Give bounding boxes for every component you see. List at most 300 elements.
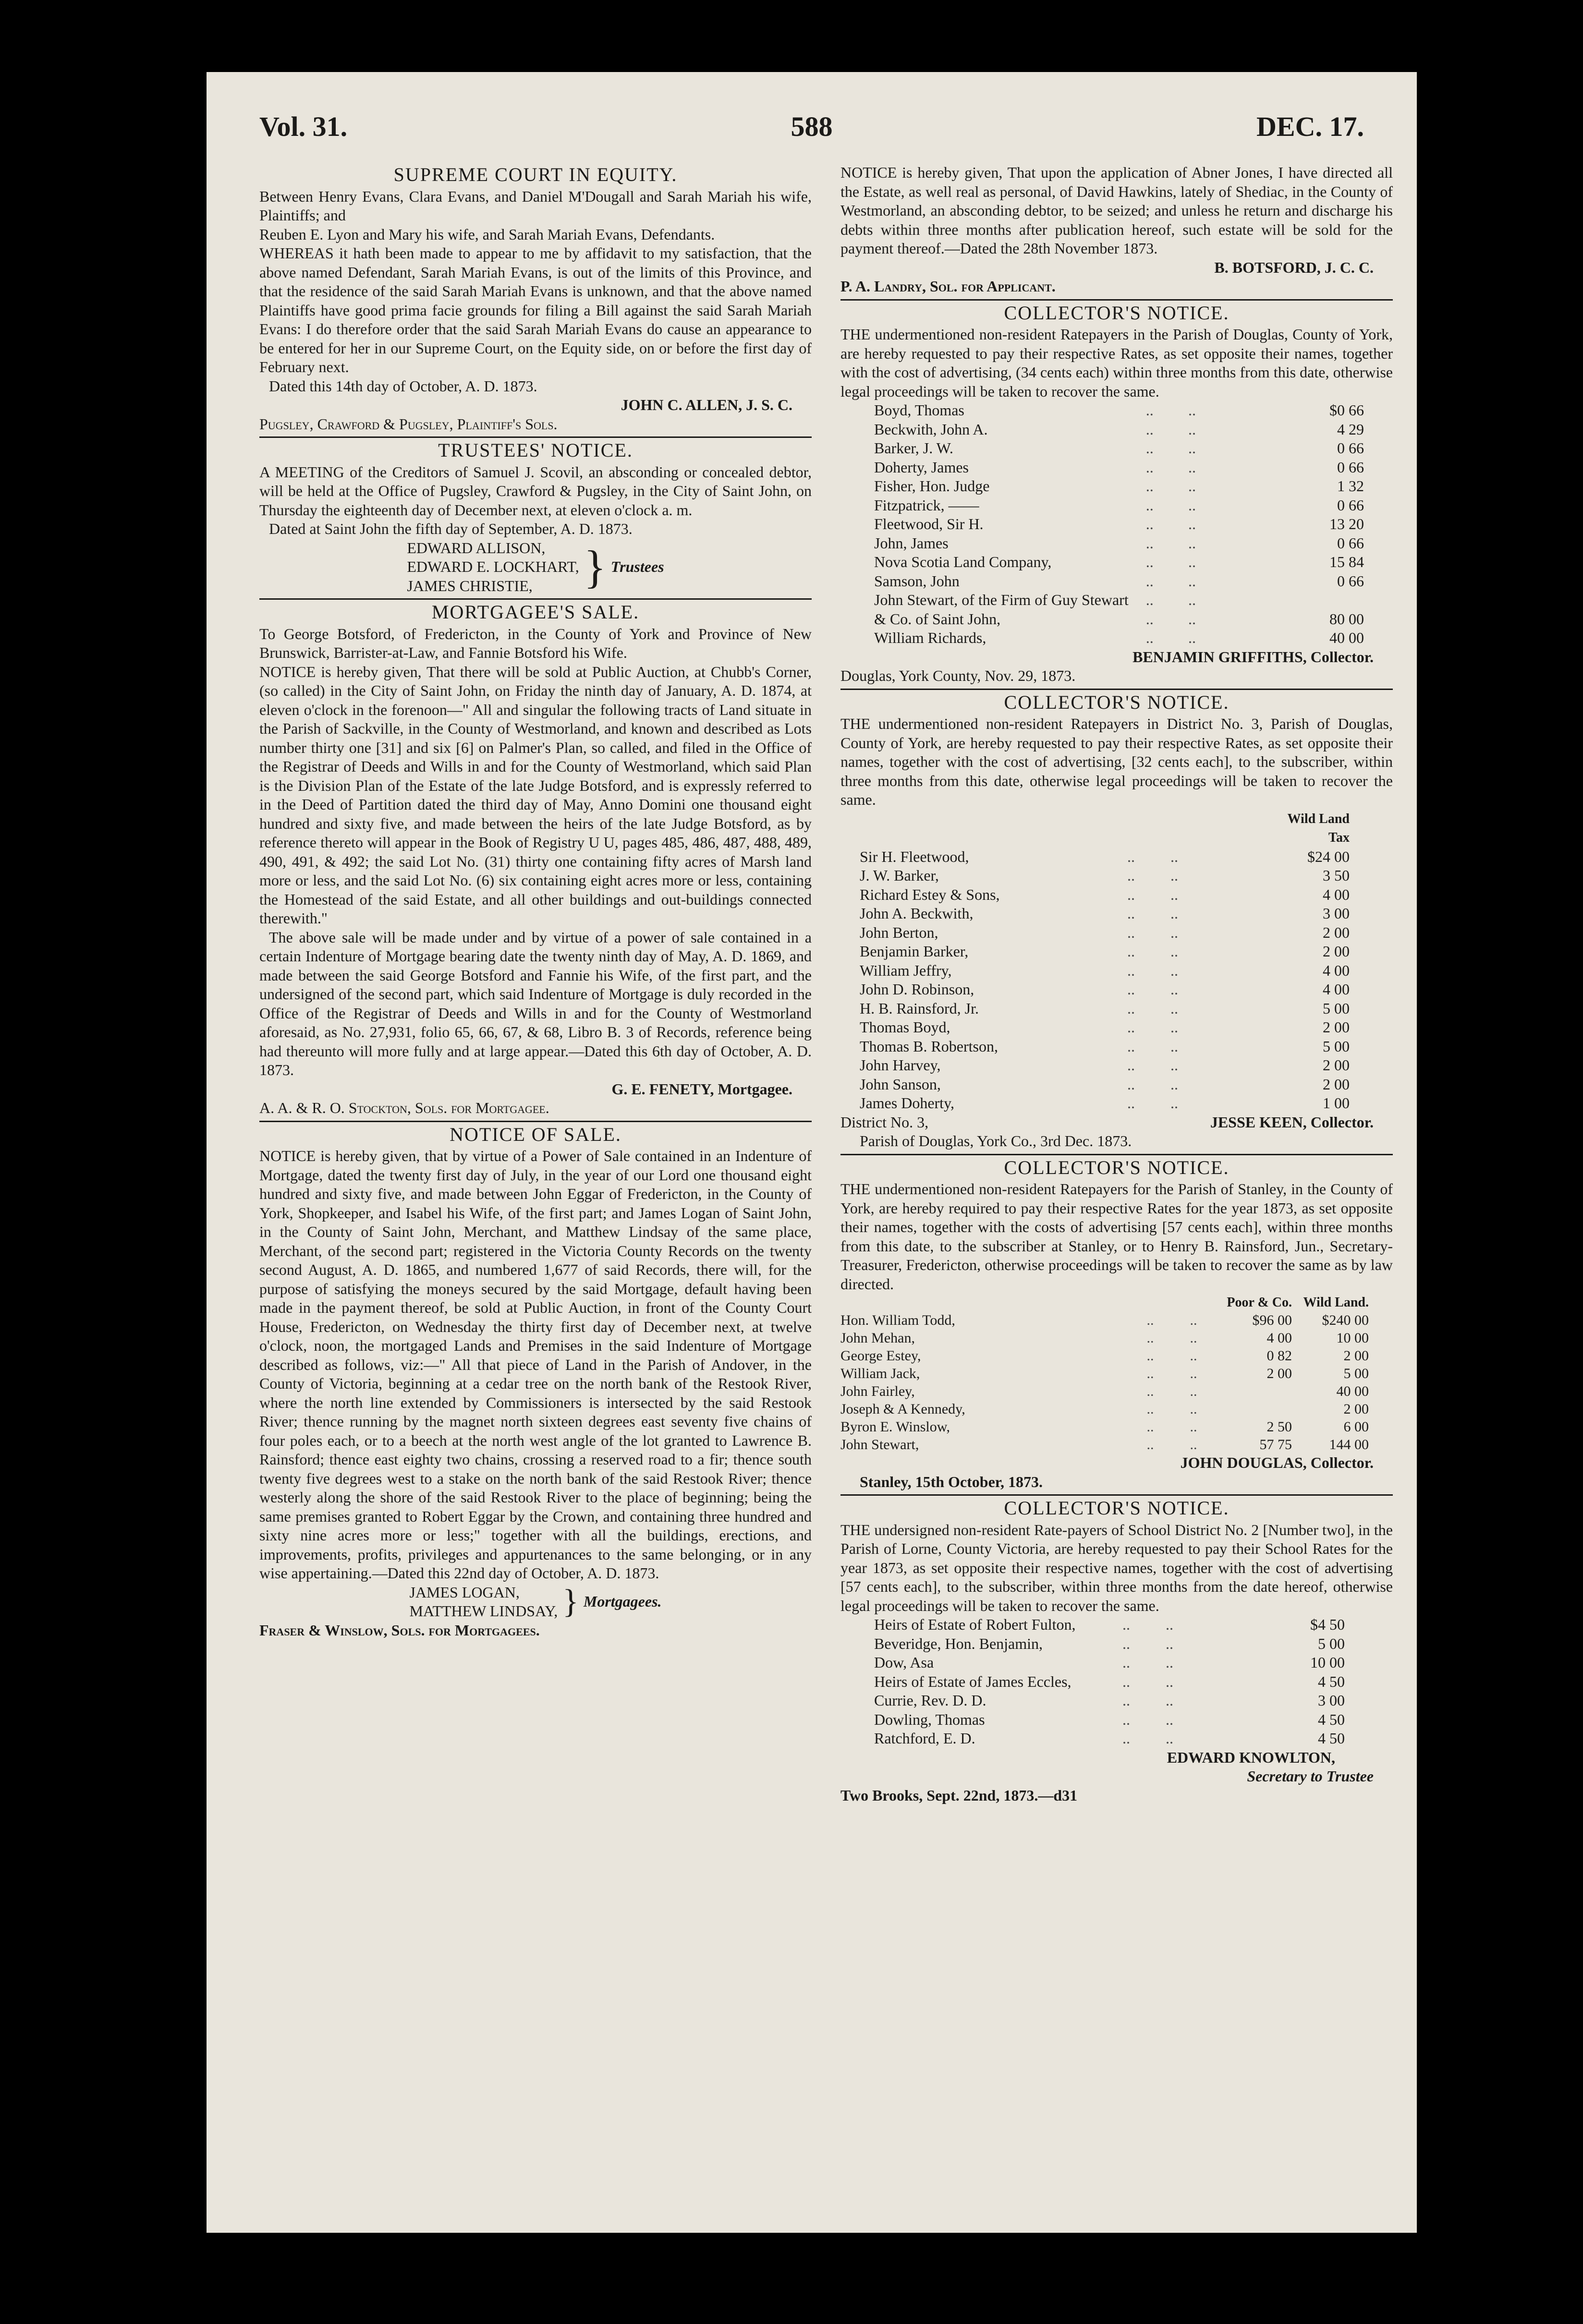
rate-amount: [1196, 980, 1273, 999]
rate-amount: 0 66: [1337, 439, 1364, 457]
ratepayer-name: Currie, Rev. D. D.: [874, 1692, 986, 1709]
leader-dots: ..: [1190, 1401, 1197, 1417]
issue-date: DEC. 17.: [1256, 111, 1364, 142]
rate-amount: [1191, 1634, 1268, 1654]
rate-amount: [1196, 1037, 1273, 1056]
leader-dots: ..: [1146, 1312, 1154, 1328]
rate-amount: 40 00: [1336, 1383, 1369, 1399]
notice-title: MORTGAGEE'S SALE.: [431, 601, 640, 623]
mortgagee-name: JAMES LOGAN,: [409, 1583, 520, 1601]
rate-amount: [1213, 572, 1288, 591]
ratepayer-name: George Estey,: [840, 1348, 921, 1364]
rate-amount: 4 00: [1323, 980, 1350, 998]
rate-amount: 2 00: [1323, 1056, 1350, 1074]
ratepayer-name: John Stewart, of the Firm of Guy Stewart: [874, 591, 1129, 608]
district-label: District No. 3,: [840, 1113, 929, 1131]
leader-dots: ..: [1145, 420, 1154, 438]
ratepayer-name: Doherty, James: [874, 458, 969, 476]
notice-body: THE undermentioned non-resident Ratepayers for the Parish of Stanley, in the County of York, are hereby required to pay their respective Rates for the year 1873, as set opposite their names, together with the costs of advertising [57 cents each], within three months from this date, to the subscriber at Stanley, or to Henry B. Rainsford, Jun., Secretary-Treasurer, Fredericton, otherwise proceedings will be taken to recover the same as by law directed.: [840, 1180, 1393, 1293]
leader-dots: ..: [1188, 401, 1196, 419]
leader-dots: ..: [1170, 905, 1178, 922]
rate-amount: 0 82: [1266, 1348, 1292, 1364]
notice-body: NOTICE is hereby given, That there will be sold at Public Auction, at Chubb's Corner, (so called) in the City of Saint John, on Friday the ninth day of January, A. D. 1874, at eleven o'clock in the forenoon—" All and singular the following tracts of Land situate in the Parish of Sackville, in the County of Westmorland, and known and described as Lots number thirty one [31] and six [6] on Palmer's Plan, so called, and filed in the Office of the Registrar of Deeds and Wills in and for the County of Westmorland, which said Plan is the Division Plan of the Estate of the late Judge Botsford, and is expressly referred to in the Deed of Partition dated the third day of May, Anno Domini one thousand eight hundred and sixty five, and made between the heirs of the late Judge Botsford, as by reference thereto will appear in the Book of Registry U U, pages 485, 486, 487, 488, 489, 490, 491, & 492; the said Lot No. (31) thirty one containing fifty acres of Marsh land more or less, and the said Lot No. (6) six containing eight acres more or less, containing the Homestead of the said Estate, and all other buildings and out-buildings connected therewith.": [259, 663, 812, 927]
rate-amount: [1288, 591, 1364, 610]
place-date: Parish of Douglas, York Co., 3rd Dec. 1873.: [860, 1132, 1132, 1150]
notice-body: NOTICE is hereby given, that by virtue of a Power of Sale contained in an Indenture of Mortgage, dated the twenty first day of July, in the year of our Lord one thousand eight hundred and sixty five, and made between John Eggar of Fredericton, in the County of York, Shopkeeper, and Isabel his Wife, of the first part; and James Logan of Saint John, in the County of Saint John, Merchant, and Matthew Lindsay of the same place, Merchant, of the second part; registered in the Victoria County Records on the twenty second August, A. D. 1865, and numbered 1,677 of said Records, there will, for the purpose of satisfying the moneys secured by the said Mortgage, default having been made in the payment thereof, be sold at Public Auction, in front of the County Court House, Fredericton, on Wednesday the thirty first day of December next, at twelve o'clock, noon, the mortgaged Lands and Premises in the said Indenture of Mortgage described as follows, viz:—" All that piece of Land in the Parish of Andover, in the County of Victoria, beginning at a cedar tree on the north bank of the Restook River, where the north line extended by Commissioners is intersected by the said Restook River; thence running by the magnet north sixteen degrees east seventy five chains of four poles each, or to a beech at the north west angle of the lot granted to Lawrence B. Rainsford; thence east eighty two chains, crossing a reserved road to a fir; thence south twenty five degrees west to a stake on the north bank of the said Restook River; thence westerly along the shore of the said Restook River to the place of beginning; being the same premises granted to Robert Eggar by the Crown, and containing three hundred and sixty nine acres more or less;" together with all the buildings, erections, and improvements, profits, privileges and appurtenances to the same belonging, or in any wise appertaining.—Dated this 22nd day of October, A. D. 1873.: [259, 1147, 812, 1582]
rate-amount: [1213, 515, 1288, 534]
leader-dots: ..: [1127, 847, 1135, 865]
trustee-signatures: [259, 539, 812, 596]
leader-dots: ..: [1170, 1094, 1178, 1112]
absconding-debtor-notice: [840, 163, 1393, 296]
leader-dots: ..: [1127, 1037, 1135, 1055]
solicitors: Fraser & Winslow, Sols. for Mortgagees.: [259, 1621, 540, 1639]
leader-dots: ..: [1127, 943, 1135, 960]
rate-amount: [1191, 1672, 1268, 1692]
leader-dots: ..: [1145, 572, 1154, 590]
notice-title: TRUSTEES' NOTICE.: [438, 439, 633, 461]
ratepayer-name: Boyd, Thomas: [874, 401, 964, 419]
leader-dots: ..: [1166, 1672, 1173, 1690]
rate-amount: [1196, 847, 1273, 867]
rate-amount: 0 66: [1337, 496, 1364, 514]
signature: JOHN DOUGLAS, Collector.: [1180, 1454, 1374, 1471]
leader-dots: ..: [1190, 1383, 1197, 1399]
rate-row: [874, 1634, 1345, 1654]
rate-row: [874, 1729, 1345, 1748]
page-number: 588: [791, 111, 833, 142]
rate-amount: [1196, 999, 1273, 1018]
leader-dots: ..: [1170, 1075, 1178, 1093]
rate-amount: 4 00: [1323, 885, 1350, 903]
leader-dots: ..: [1190, 1348, 1197, 1364]
rate-amount: 2 00: [1343, 1348, 1369, 1364]
leader-dots: ..: [1145, 534, 1154, 552]
rate-row: [860, 866, 1350, 885]
leader-dots: ..: [1127, 1094, 1135, 1112]
column-header: Wild Land.: [1303, 1295, 1369, 1310]
rate-row: [840, 1436, 1369, 1453]
leader-dots: ..: [1188, 458, 1196, 476]
rate-amount: [1213, 439, 1288, 458]
rate-row: [860, 1075, 1350, 1094]
notice-body: WHEREAS it hath been made to appear to me by affidavit to my satisfaction, that the above named Defendant, Sarah Mariah Evans, is out of the limits of this Province, and that the residence of the said Sarah Mariah Evans is unknown, and that the above named Plaintiffs have good prima facie grounds for filing a Bill against the said Sarah Mariah Evans: I do therefore order that the said Sarah Mariah Evans do cause an appearance to be entered for her in our Supreme Court, on the Equity side, on or before the first day of February next.: [259, 244, 812, 375]
rate-amount: [1191, 1615, 1268, 1634]
leader-dots: ..: [1188, 477, 1196, 495]
rate-amount: 2 00: [1323, 923, 1350, 941]
rate-amount: [1213, 553, 1288, 572]
signature: JOHN C. ALLEN, J. S. C.: [621, 396, 792, 413]
rate-row: [874, 477, 1364, 496]
leader-dots: ..: [1145, 458, 1154, 476]
rate-amount: 2 00: [1266, 1366, 1292, 1381]
party-line: Between Henry Evans, Clara Evans, and Daniel M'Dougall and Sarah Mariah his wife, Plaintiffs; and: [259, 187, 812, 224]
rate-amount: 2 50: [1266, 1419, 1292, 1435]
leader-dots: ..: [1188, 439, 1196, 457]
leader-dots: ..: [1166, 1692, 1173, 1709]
rate-amount: 1 32: [1337, 477, 1364, 495]
leader-dots: ..: [1122, 1654, 1130, 1671]
rate-amount: 10 00: [1336, 1330, 1369, 1346]
ratepayer-name: Thomas Boyd,: [860, 1018, 950, 1036]
leader-dots: ..: [1127, 1075, 1135, 1093]
ratepayer-name: Richard Estey & Sons,: [860, 885, 1000, 903]
rate-amount: [1213, 477, 1288, 496]
rate-amount: $96 00: [1252, 1312, 1292, 1328]
rate-row: [840, 1418, 1369, 1436]
ratepayer-name: John Stewart,: [840, 1437, 919, 1452]
ratepayer-name: Byron E. Winslow,: [840, 1419, 950, 1435]
leader-dots: ..: [1166, 1634, 1173, 1652]
rate-amount: 3 00: [1323, 905, 1350, 922]
rate-row: [874, 1615, 1345, 1634]
trustees-notice: [259, 441, 812, 595]
ratepayer-name: James Doherty,: [860, 1094, 954, 1112]
rate-row: [840, 1347, 1369, 1365]
leader-dots: ..: [1127, 961, 1135, 979]
ratepayer-name: Fitzpatrick, ——: [874, 496, 979, 514]
rate-row: [874, 1710, 1345, 1730]
rate-row: [860, 847, 1350, 867]
divider: [259, 598, 812, 600]
rate-amount: $4 50: [1310, 1616, 1345, 1633]
volume-number: Vol. 31.: [259, 111, 348, 142]
rate-amount: [1213, 496, 1288, 515]
rate-amount: 57 75: [1259, 1437, 1292, 1452]
rate-amount: [1213, 629, 1288, 648]
notice-title: COLLECTOR'S NOTICE.: [1004, 691, 1230, 713]
leader-dots: ..: [1170, 961, 1178, 979]
notice-body: THE undermentioned non-resident Ratepayers in the Parish of Douglas, County of York, are hereby requested to pay their respective Rates, as set opposite their names, together with the cost of advertising, (34 cents each) within three months from this date, otherwise legal proceedings will be taken to recover the same.: [840, 326, 1393, 400]
divider: [840, 1154, 1393, 1155]
leader-dots: ..: [1170, 1037, 1178, 1055]
rate-amount: [1191, 1729, 1268, 1748]
rate-row: [860, 1094, 1350, 1113]
ratepayer-name: J. W. Barker,: [860, 867, 939, 884]
rate-amount: 5 00: [1323, 1037, 1350, 1055]
signature: BENJAMIN GRIFFITHS, Collector.: [1132, 648, 1374, 666]
leader-dots: ..: [1170, 1056, 1178, 1074]
rate-amount: [1196, 1094, 1273, 1113]
leader-dots: ..: [1145, 591, 1154, 608]
rate-amount: 4 29: [1337, 420, 1364, 438]
rate-row: [860, 942, 1350, 961]
rate-amount: [1196, 1075, 1273, 1094]
rate-row: [840, 1329, 1369, 1347]
signature: B. BOTSFORD, J. C. C.: [1214, 258, 1374, 276]
rate-amount: 6 00: [1343, 1419, 1369, 1435]
leader-dots: ..: [1146, 1437, 1154, 1452]
rate-amount: 40 00: [1329, 629, 1364, 646]
ratepayer-name: John D. Robinson,: [860, 980, 974, 998]
place-date: Douglas, York County, Nov. 29, 1873.: [840, 667, 1076, 684]
rate-amount: 2 00: [1343, 1401, 1369, 1417]
page-header: [259, 110, 1364, 149]
leader-dots: ..: [1188, 496, 1196, 514]
leader-dots: ..: [1190, 1419, 1197, 1435]
rate-amount: 4 50: [1318, 1710, 1345, 1728]
place-date: Two Brooks, Sept. 22nd, 1873.—d31: [840, 1786, 1078, 1804]
leader-dots: ..: [1146, 1383, 1154, 1399]
rate-amount: [1213, 534, 1288, 553]
leader-dots: ..: [1127, 867, 1135, 884]
signature: EDWARD KNOWLTON,: [1167, 1748, 1335, 1766]
notice-body: A MEETING of the Creditors of Samuel J. Scovil, an absconding or concealed debtor, will be held at the Office of Pugsley, Crawford & Pugsley, in the City of Saint John, on Thursday the eighteenth day of December next, at eleven o'clock a. m.: [259, 463, 812, 519]
rate-row: [874, 1653, 1345, 1672]
notice-addressee: To George Botsford, of Fredericton, in the County of York and Province of New Brunswick, Barrister-at-Law, and Fannie Botsford his Wife.: [259, 625, 812, 661]
ratepayer-name: John Fairley,: [840, 1383, 915, 1399]
divider: [840, 1494, 1393, 1496]
ratepayer-name: William Jeffry,: [860, 961, 952, 979]
rate-row: [860, 1018, 1350, 1037]
divider: [259, 1121, 812, 1122]
leader-dots: ..: [1188, 553, 1196, 570]
leader-dots: ..: [1122, 1710, 1130, 1728]
notice-dated: Dated this 14th day of October, A. D. 1873.: [269, 377, 537, 395]
rate-amount: 5 00: [1343, 1366, 1369, 1381]
rate-row: [874, 420, 1364, 439]
rates-table: [840, 1294, 1369, 1453]
rate-amount: [1213, 420, 1288, 439]
leader-dots: ..: [1188, 420, 1196, 438]
ratepayer-name: Ratchford, E. D.: [874, 1730, 975, 1747]
leader-dots: ..: [1127, 1018, 1135, 1036]
leader-dots: ..: [1146, 1366, 1154, 1381]
ratepayer-name: Benjamin Barker,: [860, 943, 969, 960]
solicitor: P. A. Landry, Sol. for Applicant.: [840, 278, 1056, 295]
ratepayer-name: William Richards,: [874, 629, 986, 646]
ratepayer-name: & Co. of Saint John,: [874, 610, 1001, 628]
trustee-name: EDWARD ALLISON,: [407, 539, 546, 557]
leader-dots: ..: [1166, 1730, 1173, 1747]
rate-amount: [1191, 1710, 1268, 1730]
rate-row: [860, 923, 1350, 943]
leader-dots: ..: [1188, 572, 1196, 590]
rate-row: [860, 1037, 1350, 1056]
rate-row: [874, 439, 1364, 458]
rate-row: [860, 999, 1350, 1018]
leader-dots: ..: [1145, 439, 1154, 457]
collector-notice-lorne: [840, 1499, 1393, 1805]
ratepayer-name: Fisher, Hon. Judge: [874, 477, 990, 495]
left-column: [259, 163, 812, 1643]
solicitors: Pugsley, Crawford & Pugsley, Plaintiff's Sols.: [259, 415, 558, 433]
ratepayer-name: John Sanson,: [860, 1075, 941, 1093]
ratepayer-name: Dow, Asa: [874, 1654, 934, 1671]
rate-row: [840, 1311, 1369, 1329]
rate-row: [874, 1691, 1345, 1710]
rate-amount: 3 00: [1318, 1692, 1345, 1709]
rate-amount: [1196, 961, 1273, 980]
ratepayer-name: Heirs of Estate of Robert Fulton,: [874, 1616, 1076, 1633]
leader-dots: ..: [1127, 1056, 1135, 1074]
signature-line: [840, 1113, 1393, 1132]
rate-row: [840, 1382, 1369, 1400]
ratepayer-name: Fleetwood, Sir H.: [874, 515, 984, 533]
rate-row: [874, 458, 1364, 477]
rate-amount: [1196, 942, 1273, 961]
newspaper-page: [207, 72, 1417, 2233]
leader-dots: ..: [1146, 1348, 1154, 1364]
rate-row: [840, 1365, 1369, 1382]
rate-amount: 4 50: [1318, 1672, 1345, 1690]
leader-dots: ..: [1127, 999, 1135, 1017]
ratepayer-name: John, James: [874, 534, 949, 552]
notice-body: NOTICE is hereby given, That upon the application of Abner Jones, I have directed all the Estate, as well real as personal, of David Hawkins, lately of Shediac, in the County of Westmorland, an absconding debtor, to be seized; and unless he return and discharge his debts within three months after publication hereof, such estate will be sold for the payment thereof.—Dated the 28th November 1873.: [840, 164, 1393, 257]
ratepayer-name: Samson, John: [874, 572, 960, 590]
collector-notice-district-3: [840, 693, 1393, 1151]
rate-amount: [1191, 1691, 1268, 1710]
ratepayer-name: John Harvey,: [860, 1056, 941, 1074]
divider: [259, 436, 812, 438]
rate-row: [874, 496, 1364, 515]
signature: JESSE KEEN, Collector.: [1210, 1113, 1374, 1131]
rate-amount: 2 00: [1323, 943, 1350, 960]
rate-row: [860, 961, 1350, 980]
leader-dots: ..: [1190, 1330, 1197, 1346]
mortgagee-sale-notice: [259, 603, 812, 1118]
rates-table: [874, 1615, 1345, 1748]
leader-dots: ..: [1170, 980, 1178, 998]
rate-amount: [1196, 923, 1273, 943]
leader-dots: ..: [1145, 401, 1154, 419]
rate-amount: [1213, 458, 1288, 477]
solicitors: A. A. & R. O. Stockton, Sols. for Mortgagee.: [259, 1099, 549, 1116]
leader-dots: ..: [1122, 1672, 1130, 1690]
rate-amount: [1213, 401, 1288, 420]
ratepayer-name: Thomas B. Robertson,: [860, 1037, 998, 1055]
leader-dots: ..: [1170, 999, 1178, 1017]
leader-dots: ..: [1166, 1710, 1173, 1728]
leader-dots: ..: [1127, 905, 1135, 922]
rate-amount: 3 50: [1323, 867, 1350, 884]
rate-row: [874, 1672, 1345, 1692]
notice-body: THE undermentioned non-resident Ratepayers in District No. 3, Parish of Douglas, County of York, are hereby requested to pay their respective Rates, as set opposite their names, together with the cost of advertising, [32 cents each], to the subscriber, within three months from this date, otherwise legal proceedings will be taken to recover the same.: [840, 715, 1393, 808]
trustee-name: JAMES CHRISTIE,: [407, 577, 533, 594]
leader-dots: ..: [1188, 591, 1196, 608]
collector-notice-stanley: [840, 1158, 1393, 1492]
ratepayer-name: H. B. Rainsford, Jr.: [860, 999, 979, 1017]
rate-amount: 5 00: [1323, 999, 1350, 1017]
party-line: Reuben E. Lyon and Mary his wife, and Sarah Mariah Evans, Defendants.: [259, 225, 715, 243]
rate-amount: [1213, 591, 1288, 610]
rate-amount: [1196, 904, 1273, 923]
rate-amount: 13 20: [1329, 515, 1364, 533]
rate-row: [874, 534, 1364, 553]
rate-amount: 80 00: [1329, 610, 1364, 628]
collector-notice-douglas: [840, 303, 1393, 686]
ratepayer-name: Hon. William Todd,: [840, 1312, 955, 1328]
leader-dots: ..: [1146, 1401, 1154, 1417]
notice-title: COLLECTOR'S NOTICE.: [1004, 1156, 1230, 1178]
rate-amount: $0 66: [1329, 401, 1364, 419]
rate-amount: [1196, 1056, 1273, 1075]
rate-row: [860, 885, 1350, 905]
rates-table: [874, 401, 1364, 648]
leader-dots: ..: [1122, 1634, 1130, 1652]
rate-amount: $24 00: [1307, 847, 1350, 865]
trustee-name: EDWARD E. LOCKHART,: [407, 558, 579, 575]
notice-of-sale: [259, 1125, 812, 1640]
rate-row: [860, 904, 1350, 923]
leader-dots: ..: [1146, 1419, 1154, 1435]
signature: G. E. FENETY, Mortgagee.: [611, 1080, 792, 1098]
rate-amount: 4 00: [1266, 1330, 1292, 1346]
ratepayer-name: John A. Beckwith,: [860, 905, 974, 922]
ratepayer-name: John Mehan,: [840, 1330, 915, 1346]
leader-dots: ..: [1127, 980, 1135, 998]
rate-amount: [1213, 610, 1288, 629]
leader-dots: ..: [1127, 923, 1135, 941]
signatory-role: Trustees: [610, 558, 664, 575]
leader-dots: ..: [1145, 553, 1154, 570]
place-date: Stanley, 15th October, 1873.: [860, 1473, 1043, 1490]
rate-amount: [1196, 866, 1273, 885]
mortgagee-name: MATTHEW LINDSAY,: [409, 1602, 558, 1620]
notice-title: NOTICE OF SALE.: [450, 1123, 621, 1145]
notice-dated: Dated at Saint John the fifth day of September, A. D. 1873.: [269, 520, 633, 537]
notice-body: THE undersigned non-resident Rate-payers of School District No. 2 [Number two], in the Parish of Lorne, County Victoria, are hereby requested to pay their School Rates for the year 1873, as set opposite their respective names, together with the cost of advertising [57 cents each], to the subscriber, within three months from the date hereof, otherwise legal proceedings will be taken to recover the same.: [840, 1521, 1393, 1614]
leader-dots: ..: [1170, 923, 1178, 941]
leader-dots: ..: [1170, 1018, 1178, 1036]
rate-amount: 2 00: [1323, 1018, 1350, 1036]
rate-amount: 0 66: [1337, 534, 1364, 552]
rate-row: [860, 1056, 1350, 1075]
leader-dots: ..: [1190, 1312, 1197, 1328]
leader-dots: ..: [1145, 610, 1154, 628]
ratepayer-name: Joseph & A Kennedy,: [840, 1401, 965, 1417]
leader-dots: ..: [1188, 515, 1196, 533]
leader-dots: ..: [1122, 1730, 1130, 1747]
leader-dots: ..: [1170, 943, 1178, 960]
rates-table: [860, 810, 1350, 1113]
rate-amount: 10 00: [1310, 1654, 1345, 1671]
rate-amount: 5 00: [1318, 1634, 1345, 1652]
column-header: Poor & Co.: [1227, 1295, 1292, 1310]
notice-body-2: The above sale will be made under and by virtue of a power of sale contained in a certain Indenture of Mortgage bearing date the twenty ninth day of May, A. D. 1869, and made between the said George Botsford and Fannie his Wife, of the first part, and the undersigned of the second part, which said Indenture of Mortgage is duly recorded in the Office of the Registrar of Deeds and Wills in and for the County of Westmorland aforesaid, as No. 27,931, folio 65, 66, 67, & 68, Libro B. 3 of Records, reference being had thereunto will more fully and at large appear.—Dated this 6th day of October, A. D. 1873.: [259, 928, 812, 1078]
rate-amount: 0 66: [1337, 572, 1364, 590]
leader-dots: ..: [1145, 477, 1154, 495]
brace-glyph: }: [562, 1583, 579, 1620]
mortgagee-signatures: [259, 1583, 812, 1621]
ratepayer-name: John Berton,: [860, 923, 938, 941]
ratepayer-name: Dowling, Thomas: [874, 1710, 985, 1728]
ratepayer-name: William Jack,: [840, 1366, 920, 1381]
leader-dots: ..: [1166, 1654, 1173, 1671]
divider: [840, 299, 1393, 301]
rate-row: [874, 629, 1364, 648]
leader-dots: ..: [1170, 885, 1178, 903]
rate-row: [874, 553, 1364, 572]
leader-dots: ..: [1188, 534, 1196, 552]
rate-amount: 0 66: [1337, 458, 1364, 476]
leader-dots: ..: [1146, 1330, 1154, 1346]
rate-amount: 4 50: [1318, 1730, 1345, 1747]
ratepayer-name: Heirs of Estate of James Eccles,: [874, 1672, 1072, 1690]
leader-dots: ..: [1145, 496, 1154, 514]
brace-glyph: }: [584, 541, 606, 593]
rate-amount: 4 00: [1323, 961, 1350, 979]
leader-dots: ..: [1122, 1692, 1130, 1709]
divider: [840, 689, 1393, 690]
rate-amount: 1 00: [1323, 1094, 1350, 1112]
signatory-role: Mortgagees.: [583, 1593, 662, 1610]
rate-amount: [1215, 1400, 1292, 1418]
ratepayer-name: Sir H. Fleetwood,: [860, 847, 969, 865]
rate-row: [860, 980, 1350, 999]
leader-dots: ..: [1190, 1366, 1197, 1381]
signature-title: Secretary to Trustee: [1247, 1767, 1374, 1785]
